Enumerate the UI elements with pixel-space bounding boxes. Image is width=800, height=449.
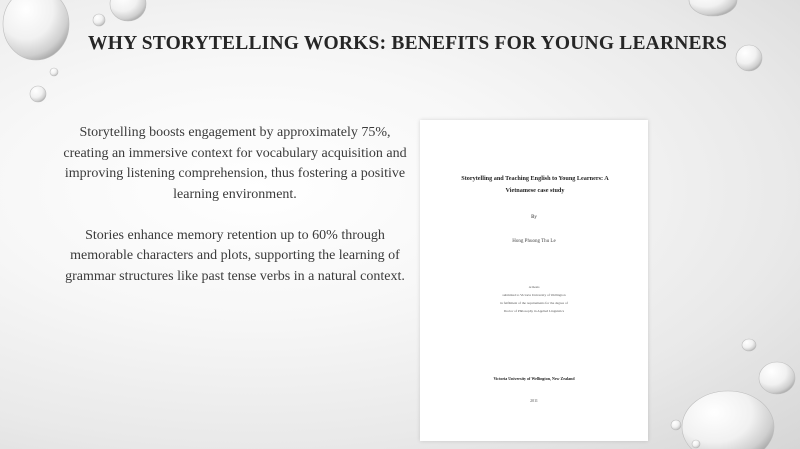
thesis-statement-line: in fulfilment of the requirements for the degree of (500, 301, 568, 305)
body-text (56, 123, 414, 308)
thesis-title: Storytelling and Teaching English to Young Learners: A Vietnamese case study (461, 175, 609, 194)
thesis-statement-line: Doctor of Philosophy in Applied Linguistics (503, 309, 565, 313)
droplet (671, 420, 681, 430)
slide-title: WHY STORYTELLING WORKS: BENEFITS FOR YOUNG LEARNERS (88, 33, 728, 54)
droplet-group-bottom-right (671, 339, 795, 449)
thesis-statement-line: submitted to Victoria University of Wellington (502, 293, 566, 297)
droplet (742, 339, 756, 351)
thesis-by-label: By (531, 215, 537, 220)
droplet (759, 362, 795, 394)
droplet (3, 0, 69, 60)
droplet (50, 68, 58, 76)
thesis-year: 2011 (530, 398, 538, 403)
droplet (110, 0, 146, 21)
droplet (692, 440, 700, 448)
thesis-cover-image (420, 120, 648, 441)
droplet (689, 0, 737, 16)
thesis-author: Hong Phuong Thu Le (512, 239, 556, 244)
thesis-statement (470, 283, 598, 315)
memory-paragraph: Stories enhance memory retention up to 60% through memorable characters and plots, supporting the learning of grammar structures like past tense verbs in a natural context. (65, 227, 405, 284)
engagement-paragraph: Storytelling boosts engagement by approximately 75%, creating an immersive context for vocabulary acquisition and improving listening comprehension, thus fostering a positive learning environment. (63, 125, 407, 202)
droplet (30, 86, 46, 102)
droplet (93, 14, 105, 26)
thesis-statement-line: A thesis (528, 285, 540, 289)
thesis-university: Victoria University of Wellington, New Zealand (493, 376, 575, 381)
